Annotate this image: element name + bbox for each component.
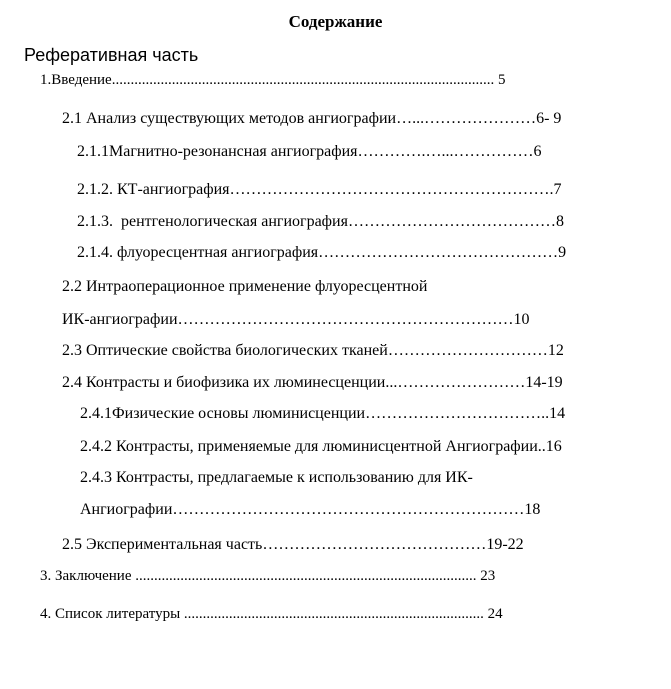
section-heading: Реферативная часть	[24, 45, 199, 65]
toc-entry-2-5: 2.5 Экспериментальная часть……………………………………19-22	[62, 536, 524, 553]
toc-entry-2-1-4: 2.1.4. флуоресцентная ангиография………………………………………9	[77, 244, 567, 261]
toc-entry-references: 4. Список литературы ................................................................................ 24	[40, 606, 503, 622]
toc-entry-conclusion: 3. Заключение ........................................................................................... 23	[40, 568, 496, 584]
toc-entry-introduction: 1.Введение...................................................................................................... 5	[40, 72, 506, 88]
toc-entry-2-4-3-cont: Ангиографии…………………………………………………………18	[80, 501, 541, 518]
toc-entry-2-4-1: 2.4.1Физические основы люминисценции……………………………..14	[80, 405, 566, 422]
page-title: Содержание	[288, 12, 383, 31]
toc-entry-2-1: 2.1 Анализ существующих методов ангиографии…...…………………6- 9	[62, 110, 562, 127]
toc-entry-2-4: 2.4 Контрасты и биофизика их люминесценции...……………………14-19	[62, 374, 563, 391]
toc-entry-2-1-3: 2.1.3. рентгенологическая ангиография…………………………………8	[77, 213, 564, 230]
toc-entry-2-4-3: 2.4.3 Контрасты, предлагаемые к использованию для ИК-	[80, 469, 473, 486]
toc-entry-2-3: 2.3 Оптические свойства биологических тканей…………………………12	[62, 342, 564, 359]
toc-entry-2-1-1: 2.1.1Магнитно-резонансная ангиография………….…...……………6	[77, 143, 542, 160]
toc-entry-2-1-2: 2.1.2. КТ-ангиография…………………………………………………….7	[77, 181, 562, 198]
toc-entry-2-4-2: 2.4.2 Контрасты, применяемые для люминисцентной Ангиографии..16	[80, 438, 562, 455]
toc-entry-2-2-cont: ИК-ангиографии………………………………………………………10	[62, 311, 530, 328]
toc-entry-2-2: 2.2 Интраоперационное применение флуоресцентной	[62, 278, 428, 295]
